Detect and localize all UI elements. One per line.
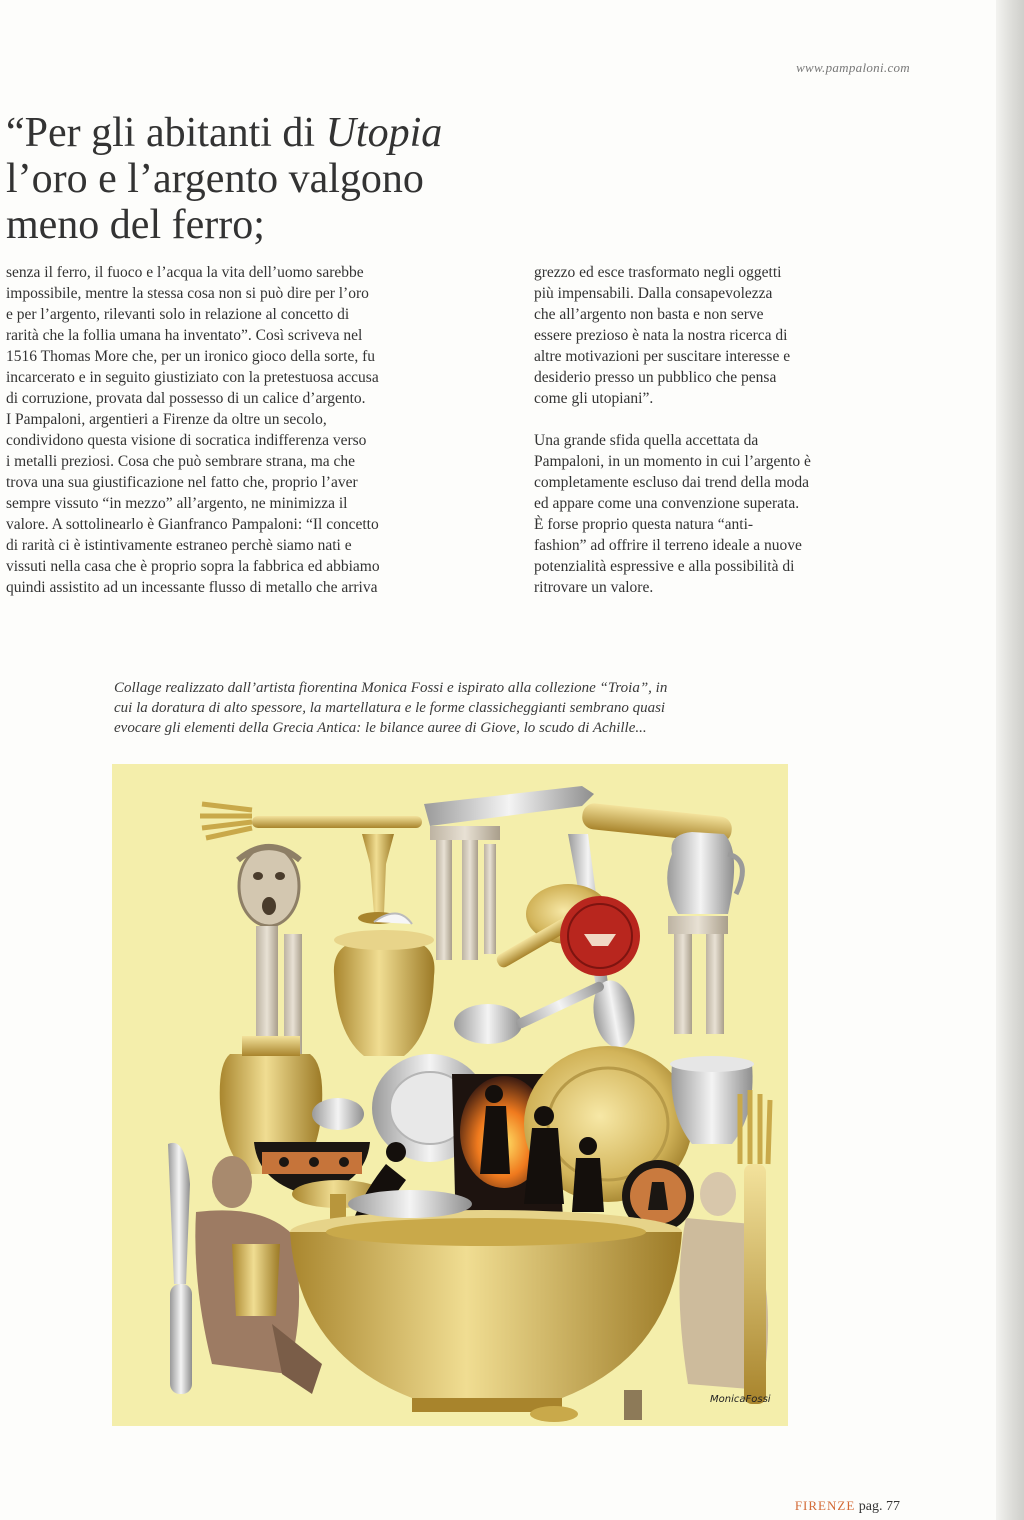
text-line: condividono questa visione di socratica indifferenza verso: [6, 432, 367, 449]
headline-utopia: Utopia: [325, 110, 443, 156]
text-line: rarità che la follia umana ha inventato”. Così scriveva nel: [6, 327, 363, 344]
article-column-left: [6, 262, 492, 598]
silver-bowl-small: [312, 1098, 364, 1130]
article-paragraph: [6, 262, 492, 598]
caption-line: Collage realizzato dall’artista fiorentina Monica Fossi e ispirato alla collezione “Troia”, in: [114, 680, 668, 696]
silver-bowl-mid: [348, 1190, 472, 1218]
text-line: essere prezioso è nata la nostra ricerca di: [534, 327, 788, 344]
text-line: È forse proprio questa natura “anti-: [534, 516, 754, 533]
text-line: incarcerato e in seguito giustiziato con la pretestuosa accusa: [6, 369, 379, 386]
greek-temple-columns: [430, 826, 500, 960]
image-caption: [114, 678, 804, 738]
text-line: ed appare come una convenzione superata.: [534, 495, 800, 512]
page-number: pag. 77: [858, 1499, 900, 1514]
text-line: i metalli preziosi. Cosa che può sembrare strana, ma che: [6, 453, 356, 470]
text-line: impossibile, mentre la stessa cosa non si può dire per l’oro: [6, 285, 369, 302]
headline-line-1: [6, 110, 566, 156]
artist-signature: MonicaFossi: [710, 1394, 771, 1405]
headline-line-1-text: “Per gli abitanti di: [6, 110, 326, 156]
text-line: Pampaloni, in un momento in cui l’argento è: [534, 453, 811, 470]
text-line: più impensabili. Dalla consapevolezza: [534, 285, 773, 302]
article-paragraph: [534, 430, 902, 598]
page-footer: [770, 1498, 900, 1515]
headline: [6, 110, 566, 248]
text-line: 1516 Thomas More che, per un ironico gioco della sorte, fu: [6, 348, 376, 365]
article-paragraph: [534, 262, 902, 409]
text-line: senza il ferro, il fuoco e l’acqua la vita dell’uomo sarebbe: [6, 264, 364, 281]
text-line: quindi assistito ad un incessante flusso di metallo che arriva: [6, 579, 378, 596]
text-line: completamente escluso dai trend della moda: [534, 474, 810, 491]
text-line: valore. A sottolinearlo è Gianfranco Pampaloni: “Il concetto: [6, 516, 379, 533]
headline-line-2: l’oro e l’argento valgono: [6, 156, 424, 202]
gold-urn: [334, 913, 435, 1056]
text-line: Una grande sfida quella accettata da: [534, 432, 759, 449]
text-line: sempre vissuto “in mezzo” all’argento, ne minimizza il: [6, 495, 348, 512]
caption-line: cui la doratura di alto spessore, la martellatura e le forme classicheggianti sembrano quasi: [114, 700, 666, 716]
theatre-mask: [238, 846, 300, 926]
website-url: www.pampaloni.com: [796, 60, 910, 75]
text-line: come gli utopiani”.: [534, 390, 654, 407]
text-line: e per l’argento, rilevanti solo in relazione al concetto di: [6, 306, 350, 323]
text-line: desiderio presso un pubblico che pensa: [534, 369, 777, 386]
page-edge-shadow: [996, 0, 1024, 1520]
collage-artwork: [112, 764, 788, 1426]
text-line: grezzo ed esce trasformato negli oggetti: [534, 264, 782, 281]
text-line: I Pampaloni, argentieri a Firenze da oltre un secolo,: [6, 411, 327, 428]
text-line: di corruzione, provata dal possesso di un calice d’argento.: [6, 390, 366, 407]
red-greek-plate: [560, 896, 640, 976]
article-column-right: [534, 262, 902, 598]
text-line: fashion” ad offrire il terreno ideale a nuove: [534, 537, 802, 554]
small-stool: [624, 1390, 642, 1420]
gold-small-dish: [530, 1406, 578, 1422]
text-line: trova una sua giustificazione nel fatto che, proprio l’aver: [6, 474, 358, 491]
text-line: ritrovare un valore.: [534, 579, 654, 596]
magazine-brand: FIRENZE: [794, 1498, 856, 1513]
collage-illustration: [112, 764, 788, 1426]
text-line: vissuti nella casa che è proprio sopra la fabbrica ed abbiamo: [6, 558, 380, 575]
text-line: altre motivazioni per suscitare interesse e: [534, 348, 791, 365]
text-line: che all’argento non basta e non serve: [534, 306, 764, 323]
gold-tumbler: [232, 1244, 280, 1316]
headline-line-3: meno del ferro;: [6, 202, 265, 248]
caption-line: evocare gli elementi della Grecia Antica: le bilance auree di Giove, lo scudo di Achille...: [114, 720, 647, 736]
text-line: di rarità ci è istintivamente estraneo perchè siamo nati e: [6, 537, 352, 554]
text-line: potenzialità espressive e alla possibilità di: [534, 558, 795, 575]
